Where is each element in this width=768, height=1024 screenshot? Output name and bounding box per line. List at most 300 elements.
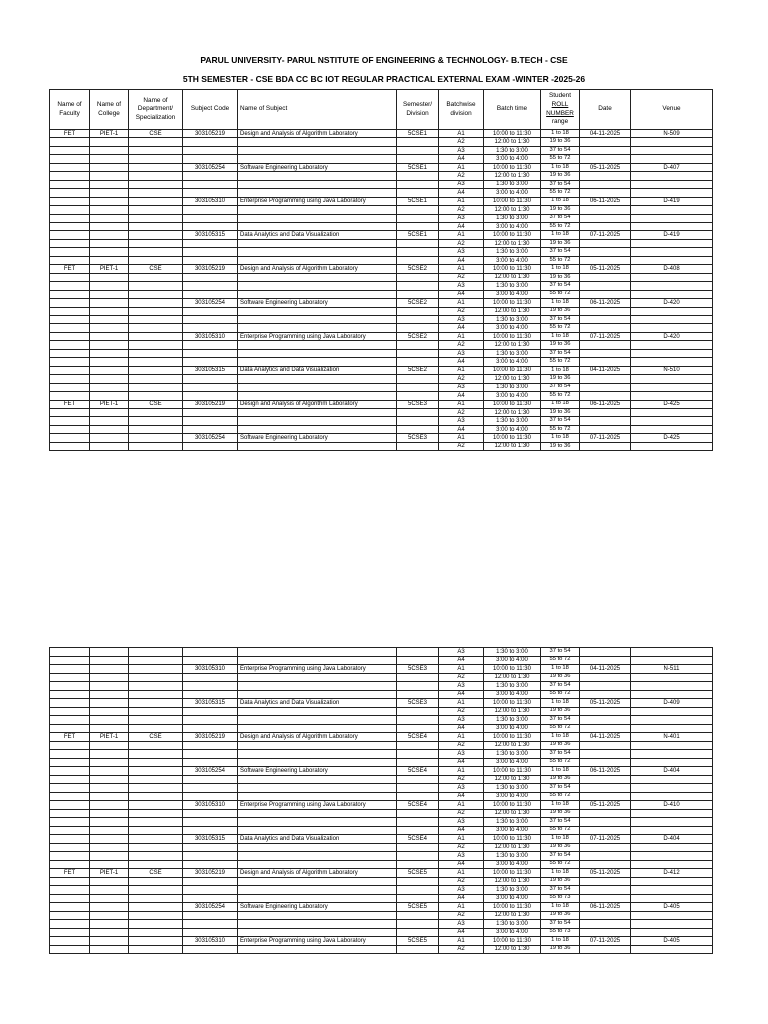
department-cell [129,341,183,349]
subject-code-cell [183,894,238,903]
batch-time-cell: 12:00 to 1:30 [484,809,541,818]
batch-cell: A3 [439,146,484,154]
roll-range-cell: 55 to 73 [541,928,580,937]
semester-division-cell [397,239,439,247]
subject-code-cell [183,324,238,332]
table-row [50,903,713,912]
roll-range-cell: 55 to 72 [541,860,580,869]
faculty-cell [50,315,90,323]
subject-code-cell [183,758,238,767]
batch-time-cell: 1:30 to 3:00 [484,920,541,929]
date-cell [580,315,631,323]
venue-cell [631,852,713,861]
batch-cell: A2 [439,239,484,247]
venue-cell [631,843,713,852]
subject-name-cell [238,920,397,929]
table-row [50,826,713,835]
subject-name-cell [238,945,397,954]
semester-division-cell [397,315,439,323]
department-cell [129,682,183,691]
subject-code-cell: 303105254 [183,434,238,442]
subject-code-cell [183,886,238,895]
subject-name-cell: Enterprise Programming using Java Laboratory [238,197,397,205]
college-cell [90,809,129,818]
header-date: Date [580,90,631,130]
date-cell: 05-11-2025 [580,801,631,810]
subject-code-cell [183,180,238,188]
subject-code-cell [183,784,238,793]
roll-range-cell: 19 to 36 [541,375,580,383]
batch-time-cell: 12:00 to 1:30 [484,945,541,954]
department-cell: CSE [129,130,183,138]
college-cell [90,707,129,716]
date-cell: 04-11-2025 [580,366,631,374]
batch-time-cell: 10:00 to 11:30 [484,767,541,776]
semester-division-cell [397,648,439,657]
semester-division-cell [397,741,439,750]
subject-name-cell: Enterprise Programming using Java Laboratory [238,332,397,340]
faculty-cell [50,809,90,818]
venue-cell: D-409 [631,699,713,708]
semester-division-cell: 5CSE2 [397,332,439,340]
batch-time-cell: 1:30 to 3:00 [484,750,541,759]
subject-code-cell [183,282,238,290]
subject-name-cell: Software Engineering Laboratory [238,434,397,442]
document-subtitle: 5TH SEMESTER - CSE BDA CC BC IOT REGULAR PRACTICAL EXTERNAL EXAM -WINTER -2025-26 [182,74,586,84]
faculty-cell [50,172,90,180]
subject-name-cell [238,172,397,180]
batch-cell: A2 [439,307,484,315]
roll-range-cell: 1 to 18 [541,265,580,273]
date-cell [580,945,631,954]
subject-name-cell [238,248,397,256]
venue-cell: D-404 [631,835,713,844]
college-cell [90,716,129,725]
table-row [50,146,713,154]
subject-name-cell: Software Engineering Laboratory [238,299,397,307]
date-cell [580,349,631,357]
table-row [50,366,713,374]
roll-range-cell: 19 to 36 [541,945,580,954]
department-cell [129,155,183,163]
subject-name-cell [238,758,397,767]
batch-cell: A4 [439,860,484,869]
faculty-cell [50,163,90,171]
department-cell [129,894,183,903]
batch-cell: A1 [439,869,484,878]
batch-cell: A4 [439,392,484,400]
table-row [50,239,713,247]
batch-time-cell: 10:00 to 11:30 [484,299,541,307]
subject-name-cell: Software Engineering Laboratory [238,163,397,171]
date-cell: 05-11-2025 [580,265,631,273]
department-cell [129,665,183,674]
roll-range-cell: 37 to 54 [541,920,580,929]
batch-cell: A2 [439,911,484,920]
venue-cell: N-511 [631,665,713,674]
department-cell [129,349,183,357]
document-title: PARUL UNIVERSITY- PARUL NSTITUTE OF ENGINEERING & TECHNOLOGY- B.TECH - CSE [200,55,568,65]
date-cell [580,920,631,929]
semester-division-cell: 5CSE1 [397,163,439,171]
table-row [50,231,713,239]
date-cell [580,214,631,222]
date-cell [580,860,631,869]
department-cell [129,214,183,222]
table-row [50,425,713,433]
batch-cell: A4 [439,826,484,835]
date-cell [580,707,631,716]
semester-division-cell [397,425,439,433]
date-cell [580,256,631,264]
subject-code-cell [183,349,238,357]
batch-time-cell: 12:00 to 1:30 [484,375,541,383]
subject-name-cell [238,656,397,665]
batch-cell: A1 [439,366,484,374]
date-cell: 04-11-2025 [580,733,631,742]
semester-division-cell: 5CSE4 [397,801,439,810]
batch-cell: A3 [439,417,484,425]
table-row [50,248,713,256]
college-cell [90,724,129,733]
batch-cell: A3 [439,750,484,759]
header-roll-range [541,90,580,130]
batch-cell: A3 [439,920,484,929]
college-cell [90,163,129,171]
semester-division-cell [397,750,439,759]
faculty-cell [50,442,90,450]
subject-code-cell [183,172,238,180]
venue-cell [631,349,713,357]
batch-time-cell: 3:00 to 4:00 [484,860,541,869]
subject-name-cell [238,146,397,154]
date-cell [580,673,631,682]
college-cell [90,366,129,374]
batch-cell: A4 [439,656,484,665]
venue-cell: D-407 [631,163,713,171]
venue-cell [631,282,713,290]
roll-range-cell: 19 to 36 [541,843,580,852]
department-cell [129,673,183,682]
venue-cell [631,741,713,750]
batch-time-cell: 1:30 to 3:00 [484,248,541,256]
date-cell [580,222,631,230]
table-row [50,818,713,827]
table-row [50,648,713,657]
college-cell [90,383,129,391]
batch-cell: A4 [439,222,484,230]
subject-code-cell [183,945,238,954]
faculty-cell [50,775,90,784]
batch-cell: A4 [439,290,484,298]
venue-cell [631,716,713,725]
subject-code-cell [183,146,238,154]
batch-cell: A1 [439,265,484,273]
college-cell [90,189,129,197]
table-row [50,707,713,716]
faculty-cell [50,928,90,937]
roll-range-cell: 55 to 72 [541,392,580,400]
venue-cell: N-401 [631,733,713,742]
batch-cell: A3 [439,248,484,256]
faculty-cell [50,792,90,801]
roll-range-cell: 55 to 72 [541,189,580,197]
venue-cell [631,392,713,400]
batch-cell: A2 [439,375,484,383]
batch-time-cell: 10:00 to 11:30 [484,835,541,844]
subject-code-cell: 303105315 [183,231,238,239]
table-row [50,937,713,946]
table-row [50,894,713,903]
date-cell [580,690,631,699]
subject-name-cell [238,324,397,332]
subject-name-cell [238,214,397,222]
faculty-cell [50,673,90,682]
table-row [50,197,713,205]
venue-cell [631,860,713,869]
date-cell [580,809,631,818]
subject-name-cell [238,408,397,416]
faculty-cell [50,222,90,230]
date-cell [580,758,631,767]
batch-cell: A3 [439,282,484,290]
faculty-cell [50,767,90,776]
batch-time-cell: 1:30 to 3:00 [484,214,541,222]
faculty-cell [50,894,90,903]
subject-code-cell: 303105219 [183,869,238,878]
date-cell: 05-11-2025 [580,869,631,878]
table-row [50,358,713,366]
roll-range-cell: 1 to 18 [541,665,580,674]
date-cell [580,358,631,366]
department-cell [129,784,183,793]
venue-cell [631,784,713,793]
date-cell [580,408,631,416]
college-cell [90,903,129,912]
subject-name-cell [238,256,397,264]
venue-cell [631,180,713,188]
roll-range-cell: 37 to 54 [541,180,580,188]
batch-time-cell: 1:30 to 3:00 [484,682,541,691]
table-row [50,130,713,138]
college-cell [90,332,129,340]
roll-range-cell: 1 to 18 [541,299,580,307]
table-row [50,180,713,188]
batch-time-cell: 10:00 to 11:30 [484,801,541,810]
batch-time-cell: 1:30 to 3:00 [484,180,541,188]
venue-cell [631,358,713,366]
subject-code-cell [183,852,238,861]
roll-range-cell: 55 to 72 [541,724,580,733]
roll-range-cell: 37 to 54 [541,784,580,793]
header-roll-line4: range [551,118,569,126]
semester-division-cell [397,809,439,818]
faculty-cell [50,656,90,665]
subject-code-cell [183,928,238,937]
date-cell: 06-11-2025 [580,767,631,776]
header-venue: Venue [631,90,713,130]
table-row [50,792,713,801]
subject-name-cell [238,222,397,230]
semester-division-cell: 5CSE5 [397,937,439,946]
department-cell [129,843,183,852]
department-cell [129,690,183,699]
semester-division-cell [397,273,439,281]
venue-cell: D-410 [631,801,713,810]
subject-name-cell [238,206,397,214]
subject-name-cell [238,180,397,188]
faculty-cell: FET [50,130,90,138]
batch-time-cell: 12:00 to 1:30 [484,408,541,416]
venue-cell [631,425,713,433]
subject-name-cell: Design and Analysis of Algorithm Laboratory [238,400,397,408]
subject-name-cell [238,894,397,903]
batch-cell: A1 [439,197,484,205]
semester-division-cell: 5CSE1 [397,130,439,138]
subject-code-cell [183,911,238,920]
subject-name-cell [238,673,397,682]
date-cell: 05-11-2025 [580,699,631,708]
batch-cell: A1 [439,332,484,340]
faculty-cell [50,231,90,239]
venue-cell: D-419 [631,197,713,205]
batch-cell: A2 [439,945,484,954]
roll-range-cell: 37 to 54 [541,349,580,357]
table-row [50,400,713,408]
batch-cell: A3 [439,784,484,793]
department-cell [129,886,183,895]
college-cell: PIET-1 [90,869,129,878]
date-cell [580,716,631,725]
roll-range-cell: 1 to 18 [541,231,580,239]
batch-time-cell: 10:00 to 11:30 [484,265,541,273]
roll-range-cell: 55 to 72 [541,358,580,366]
faculty-cell [50,214,90,222]
batch-time-cell: 3:00 to 4:00 [484,656,541,665]
batch-cell: A2 [439,138,484,146]
roll-range-cell: 19 to 36 [541,707,580,716]
date-cell [580,724,631,733]
college-cell [90,206,129,214]
venue-cell [631,138,713,146]
venue-cell: D-408 [631,265,713,273]
header-department: Name of Department/ Specialization [129,90,183,130]
batch-cell: A1 [439,130,484,138]
faculty-cell: FET [50,869,90,878]
roll-range-cell: 37 to 54 [541,282,580,290]
table-row [50,767,713,776]
subject-name-cell [238,341,397,349]
date-cell [580,792,631,801]
department-cell [129,332,183,340]
faculty-cell [50,146,90,154]
table-row [50,877,713,886]
date-cell: 07-11-2025 [580,434,631,442]
semester-division-cell [397,138,439,146]
department-cell [129,366,183,374]
faculty-cell [50,307,90,315]
table-row [50,172,713,180]
subject-name-cell [238,273,397,281]
college-cell [90,750,129,759]
college-cell: PIET-1 [90,130,129,138]
table-row [50,716,713,725]
faculty-cell [50,886,90,895]
table-row [50,665,713,674]
department-cell [129,903,183,912]
subject-name-cell [238,315,397,323]
venue-cell [631,656,713,665]
college-cell [90,349,129,357]
roll-range-cell: 1 to 18 [541,835,580,844]
faculty-cell [50,852,90,861]
subject-code-cell: 303105254 [183,299,238,307]
college-cell [90,758,129,767]
college-cell [90,860,129,869]
date-cell [580,425,631,433]
semester-division-cell [397,690,439,699]
batch-cell: A4 [439,425,484,433]
venue-cell [631,758,713,767]
subject-code-cell [183,818,238,827]
table-row [50,945,713,954]
subject-code-cell: 303105310 [183,197,238,205]
table-row [50,775,713,784]
date-cell: 06-11-2025 [580,903,631,912]
venue-cell: D-420 [631,299,713,307]
table-row [50,673,713,682]
department-cell [129,724,183,733]
subject-code-cell [183,792,238,801]
semester-division-cell [397,852,439,861]
subject-name-cell [238,290,397,298]
department-cell [129,180,183,188]
roll-range-cell: 1 to 18 [541,130,580,138]
batch-time-cell: 3:00 to 4:00 [484,189,541,197]
date-cell [580,248,631,256]
semester-division-cell [397,784,439,793]
department-cell [129,392,183,400]
department-cell [129,417,183,425]
subject-code-cell [183,425,238,433]
subject-code-cell: 303105219 [183,265,238,273]
department-cell [129,801,183,810]
batch-cell: A3 [439,180,484,188]
venue-cell: D-412 [631,869,713,878]
semester-division-cell [397,408,439,416]
faculty-cell [50,206,90,214]
date-cell [580,750,631,759]
venue-cell [631,172,713,180]
venue-cell [631,248,713,256]
batch-time-cell: 1:30 to 3:00 [484,349,541,357]
batch-time-cell: 12:00 to 1:30 [484,239,541,247]
college-cell [90,290,129,298]
subject-code-cell: 303105310 [183,937,238,946]
subject-name-cell [238,307,397,315]
subject-code-cell: 303105254 [183,903,238,912]
semester-division-cell: 5CSE3 [397,699,439,708]
semester-division-cell [397,256,439,264]
date-cell: 07-11-2025 [580,835,631,844]
semester-division-cell [397,214,439,222]
date-cell [580,843,631,852]
subject-name-cell: Design and Analysis of Algorithm Laboratory [238,130,397,138]
semester-division-cell [397,442,439,450]
college-cell [90,231,129,239]
semester-division-cell [397,775,439,784]
faculty-cell [50,349,90,357]
